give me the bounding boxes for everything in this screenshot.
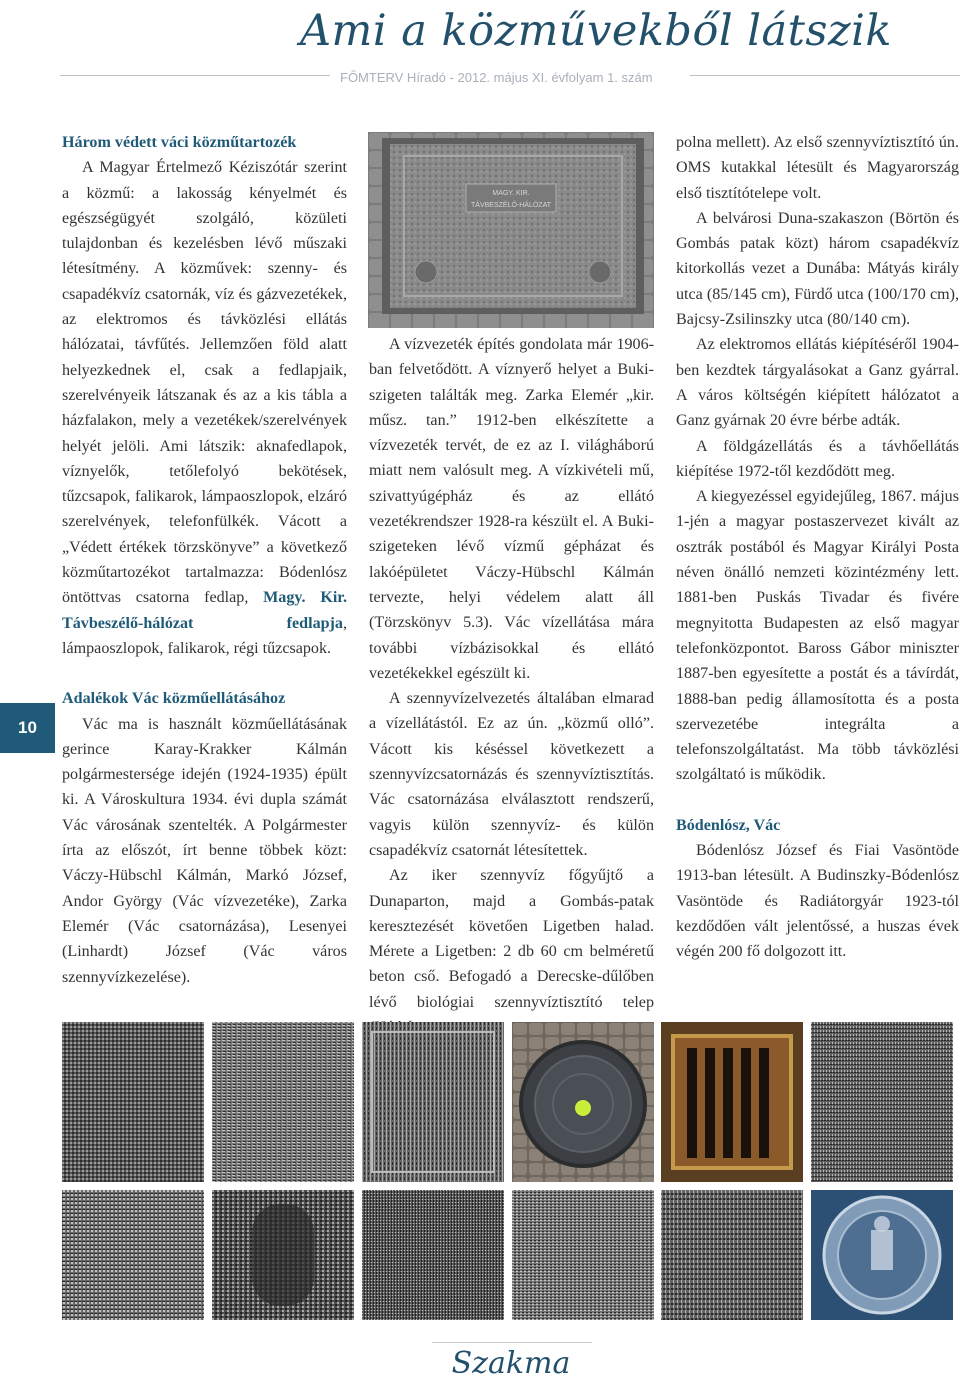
paragraph: [62, 155, 347, 661]
column-1: [62, 130, 347, 990]
plate-text-line: MAGY. KIR.: [492, 190, 530, 197]
paragraph: A belvárosi Duna-szakaszon (Börtön és Gombás patak közt) három csapadékvíz kitorkollás vezet a Dunába: Mátyás király utca (85/145 cm), Fürdő utca (100/170 cm), Bajcsy-Zsilinszky utca (80/140 cm).: [676, 209, 959, 329]
section-footer: Szakma: [451, 1346, 571, 1381]
column-3: [676, 130, 959, 965]
page-number-tab: 10: [0, 703, 55, 753]
gallery-photo-5: [661, 1022, 803, 1182]
section-heading-utilities: Adalékok Vác közműellátásához: [62, 690, 286, 708]
gallery-photo-9: [362, 1190, 504, 1320]
paragraph: Az iker szennyvíz főgyűjtő a Dunaparton, majd a Gombás-patak keresztezését követően Ligetben halad. Mérete a Ligetben: 2 db 60 cm belméretű beton cső. Befogadó a Derecske-dűlőben lévő biológiai szennyvíztisztító telep: [369, 867, 654, 1011]
gallery-photo-6: [811, 1022, 953, 1182]
page-title: Ami a közművekből látszik: [300, 6, 892, 56]
paragraph: A vízvezeték építés gondolata már 1906-ban felvetődött. A víznyerő helyet a Buki-szigeten találták meg. Zarka Elemér „kir. műsz. tan.” 1912-ben elkészítette a vízvezeték tervét, de ez az I. világháború miatt nem valósult meg. A vízkivételi mű, szivattyúgépház és az ellátó vezetékrendszer 1928-ra készült el. A Buki-szigeteken lévő vízmű gépházat és lakóépületet Váczy-Hübschl Kálmán tervezte, helyi védelem alatt áll (Törzskönyv 5.3). Vác vízellátása mára további vízbázisokkal és ellátó vezetékekkel egészült ki.: [369, 336, 654, 682]
paragraph: polna mellett). Az első szennyvíztisztító ún. OMS kutakkal létesült és Magyarország első tisztítótelepe volt.: [676, 134, 959, 202]
paragraph: Vác ma is használt közműellátásának gerince Karay-Krakker Kálmán polgármestersége idején (1924-1935) épült ki. A Városkultura 1934. évi dupla számát Vác városának szentelték. A Polgármester írta az előszót, írt benne többek közt: Váczy-Hübschl Kálmán, Markó József, Andor György (Vác vízvezetéke), Zarka Elemér (Vác csatornázása), Lesenyei (Linhardt) József (Vác város szennyvízkezelése).: [62, 715, 347, 986]
gallery-photo-7: [62, 1190, 204, 1320]
header-rule-right: [690, 75, 960, 76]
gallery-photo-4: [512, 1022, 654, 1182]
header-rule-left: [60, 75, 330, 76]
gallery-photo-3: [362, 1022, 504, 1182]
column-2: [369, 332, 654, 1040]
gallery-photo-11: [661, 1190, 803, 1320]
manhole-cover-photo: [368, 132, 654, 328]
gallery-photo-10: [512, 1190, 654, 1320]
plate-text-line: TÁVBESZÉLŐ-HÁLÓZAT: [471, 202, 551, 209]
paragraph: Bódenlósz József és Fiai Vasöntöde 1913-ban létesült. A Budinszky-Bódenlósz Vasöntöde és Radiátorgyár 1923-tól kezdődően vált jelentőssé, a huszas évek végén 200 fő dolgozott itt.: [676, 842, 959, 961]
paragraph: A kiegyezéssel egyidejűleg, 1867. május 1-jén a magyar postaszervezet kivált az osztrák postából és Magyar Királyi Posta néven önálló nemzeti közintézmény lett. 1881-ben Puskás Tivadar és fivére megnyitotta Budapesten az első magyar telefonközpontot. Baross Gábor miniszter 1887-ben egyesítette a postát és a távírdát, 1888-ban pedig államosította és a posta szervezetébe integrálta a telefonszolgáltatást. Ma több távközlési szolgáltató is működik.: [676, 488, 959, 784]
page-subtitle: FŐMTERV Híradó - 2012. május XI. évfolyam 1. szám: [334, 70, 659, 85]
section-heading-bodenlosz: Bódenlósz, Vác: [676, 816, 781, 834]
text-run: , lámpaoszlopok, falikarok, régi tűzcsapok.: [62, 614, 347, 657]
paragraph: Az elektromos ellátás kiépítéséről 1904-ben kezdtek tárgyalásokat a Ganz gyárral. A város költségén kiépített hálózatot a Ganz gyárnak 20 évre bérbe adták.: [676, 336, 959, 430]
gallery-photo-8: [212, 1190, 354, 1320]
gallery-photo-2: [212, 1022, 354, 1182]
gallery-photo-12: [811, 1190, 953, 1320]
gallery-photo-1: [62, 1022, 204, 1182]
footer-rule: [432, 1342, 592, 1343]
paragraph: A szennyvízelvezetés általában elmarad a vízellátástól. Ez az ún. „közmű olló”. Vácott kis késéssel következett a szennyvízcsatornázás és szennyvíztisztítás. Vác csatornázása elválasztott rendszerű, vagyis külön szennyvíz- és külön csapadékvíz csatornát létesítettek.: [369, 690, 654, 859]
text-run: A Magyar Értelmező Kéziszótár szerint a közmű: a lakosság kényelmét és egészségügyét szolgáló, közületi tulajdonban és kezelésben lévő műszaki létesítmény. A közművek: szenny- és csapadékvíz csatornák, víz és gázvezetékek, az elektromos és távközlési ellátás hálózatai, távfűtés. Jellemzően föld alatt helyezkednek el, csak a fedlapjaik, szerelvényeik látszanak és az a kis tábla a házfalakon, mely a vezetékek/szerelvények helyét jelöli. Ami látszik: aknafedlapok, víznyelők, tetőlefolyó bekötések, tűzcsapok, falikarok, lámpaoszlopok, elzáró szerelvények, telefonfülkék. Vácott a „Védett értékek törzskönyve” a következő közműtartozékot tartalmazza: Bódenlósz öntöttvas csatorna fedlap,: [62, 159, 347, 607]
section-heading-protected: Három védett váci közműtartozék: [62, 134, 297, 151]
paragraph: A földgázellátás és a távhőellátás kiépítése 1972-től kezdődött meg.: [676, 437, 959, 480]
highlight-term: Magy. Kir. Távbeszélő-hálózat fedlapja: [62, 589, 347, 632]
